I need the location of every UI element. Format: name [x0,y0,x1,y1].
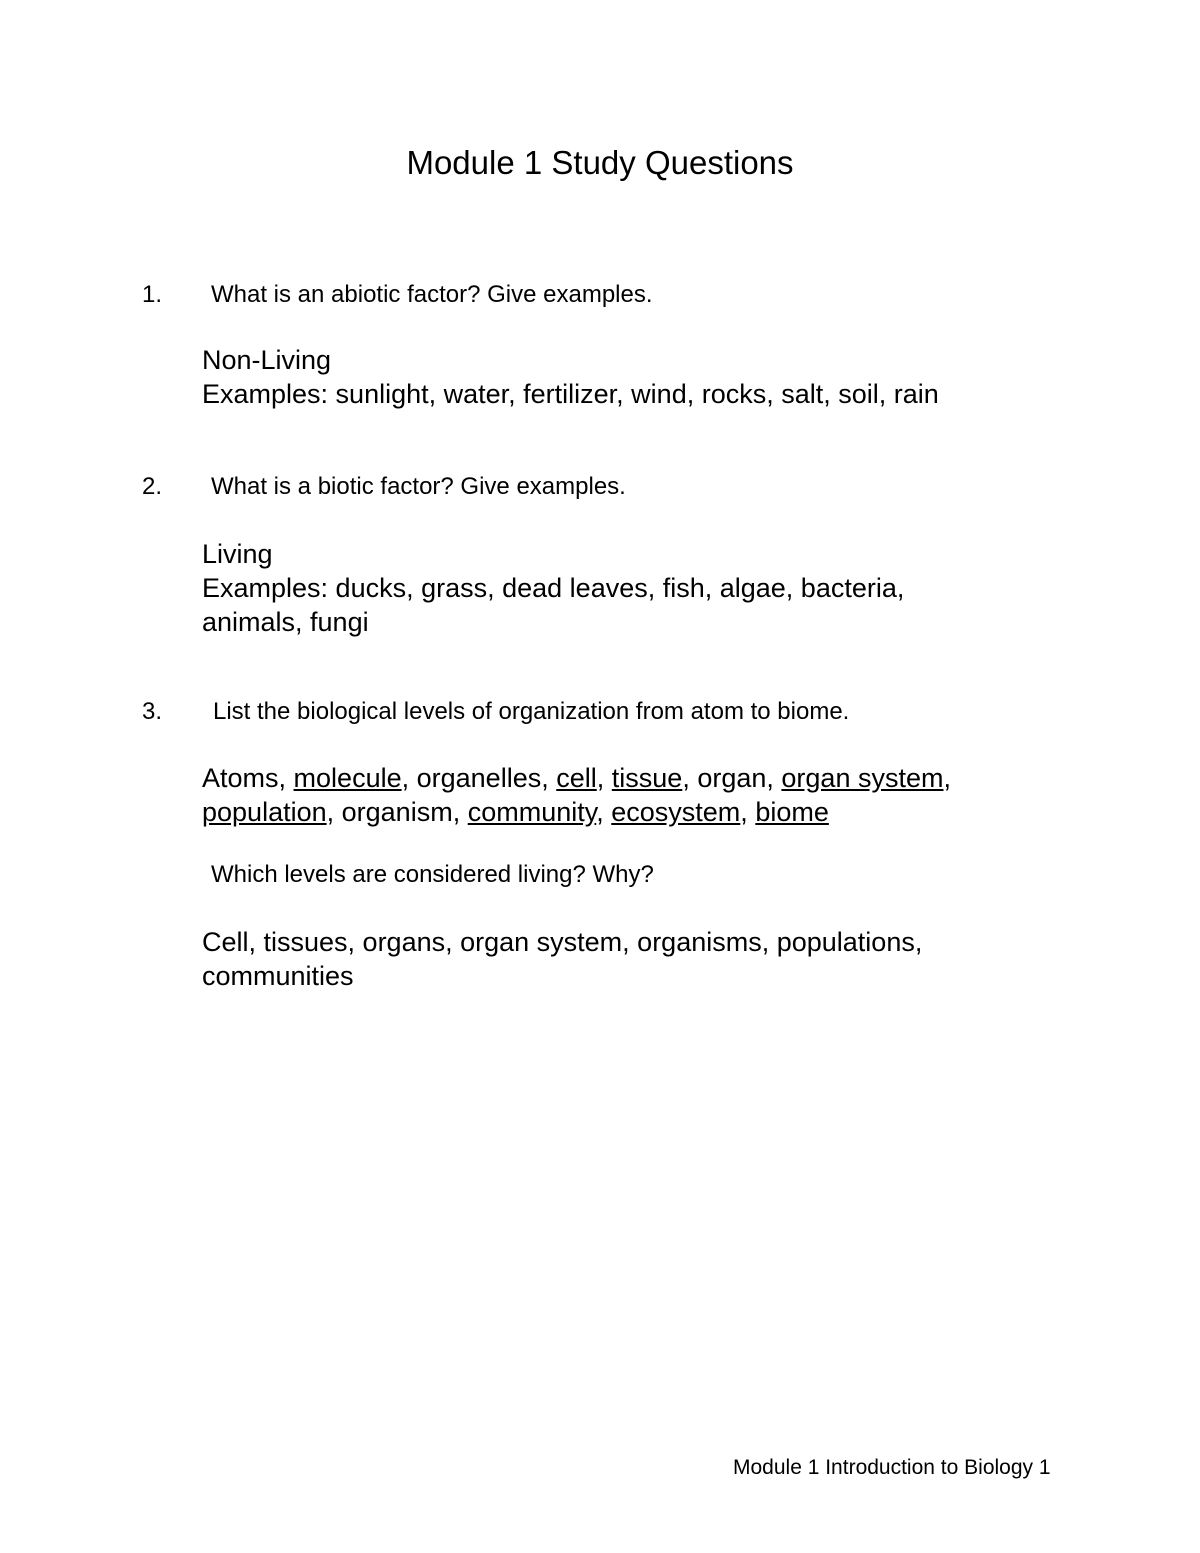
page-footer: Module 1 Introduction to Biology 1 [733,1456,1051,1479]
question-2-text: What is a biotic factor? Give examples. [211,473,626,500]
question-3-text: List the biological levels of organization from atom to biome. [213,698,850,725]
level-community: community [467,797,597,827]
level-biome: biome [755,797,829,827]
answer-1-line-2: Examples: sunlight, water, fertilizer, wind, rocks, salt, soil, rain [202,379,939,409]
answer-2-line-2: Examples: ducks, grass, dead leaves, fish, algae, bacteria, [202,573,905,603]
level-molecule: molecule [293,763,402,793]
question-2-number: 2. [142,473,163,500]
question-3-number: 3. [142,698,163,725]
question-1-number: 1. [142,281,163,308]
answer-3-line-2: population, organism, community, ecosystem, biome [202,797,829,827]
level-tissue: tissue [611,763,683,793]
answer-3-line-1: Atoms, molecule, organelles, cell, tissue, organ, organ system, [202,763,951,793]
question-3-followup-text: Which levels are considered living? Why? [211,861,654,888]
level-organelles: organelles [416,763,542,793]
level-atoms: Atoms [202,763,279,793]
answer-3-followup-line-2: communities [202,961,354,991]
level-ecosystem: ecosystem [611,797,741,827]
page-title: Module 1 Study Questions [406,144,794,181]
level-organ: organ [697,763,767,793]
answer-2-line-1: Living [202,539,273,569]
level-organ-system: organ system [781,763,944,793]
answer-1-line-1: Non-Living [202,345,332,375]
answer-2-line-3: animals, fungi [202,607,369,637]
level-cell: cell [556,763,597,793]
level-population: population [202,797,327,827]
answer-3-followup-line-1: Cell, tissues, organs, organ system, organisms, populations, [202,927,923,957]
question-1-text: What is an abiotic factor? Give examples. [211,281,653,308]
level-organism: organism [341,797,453,827]
